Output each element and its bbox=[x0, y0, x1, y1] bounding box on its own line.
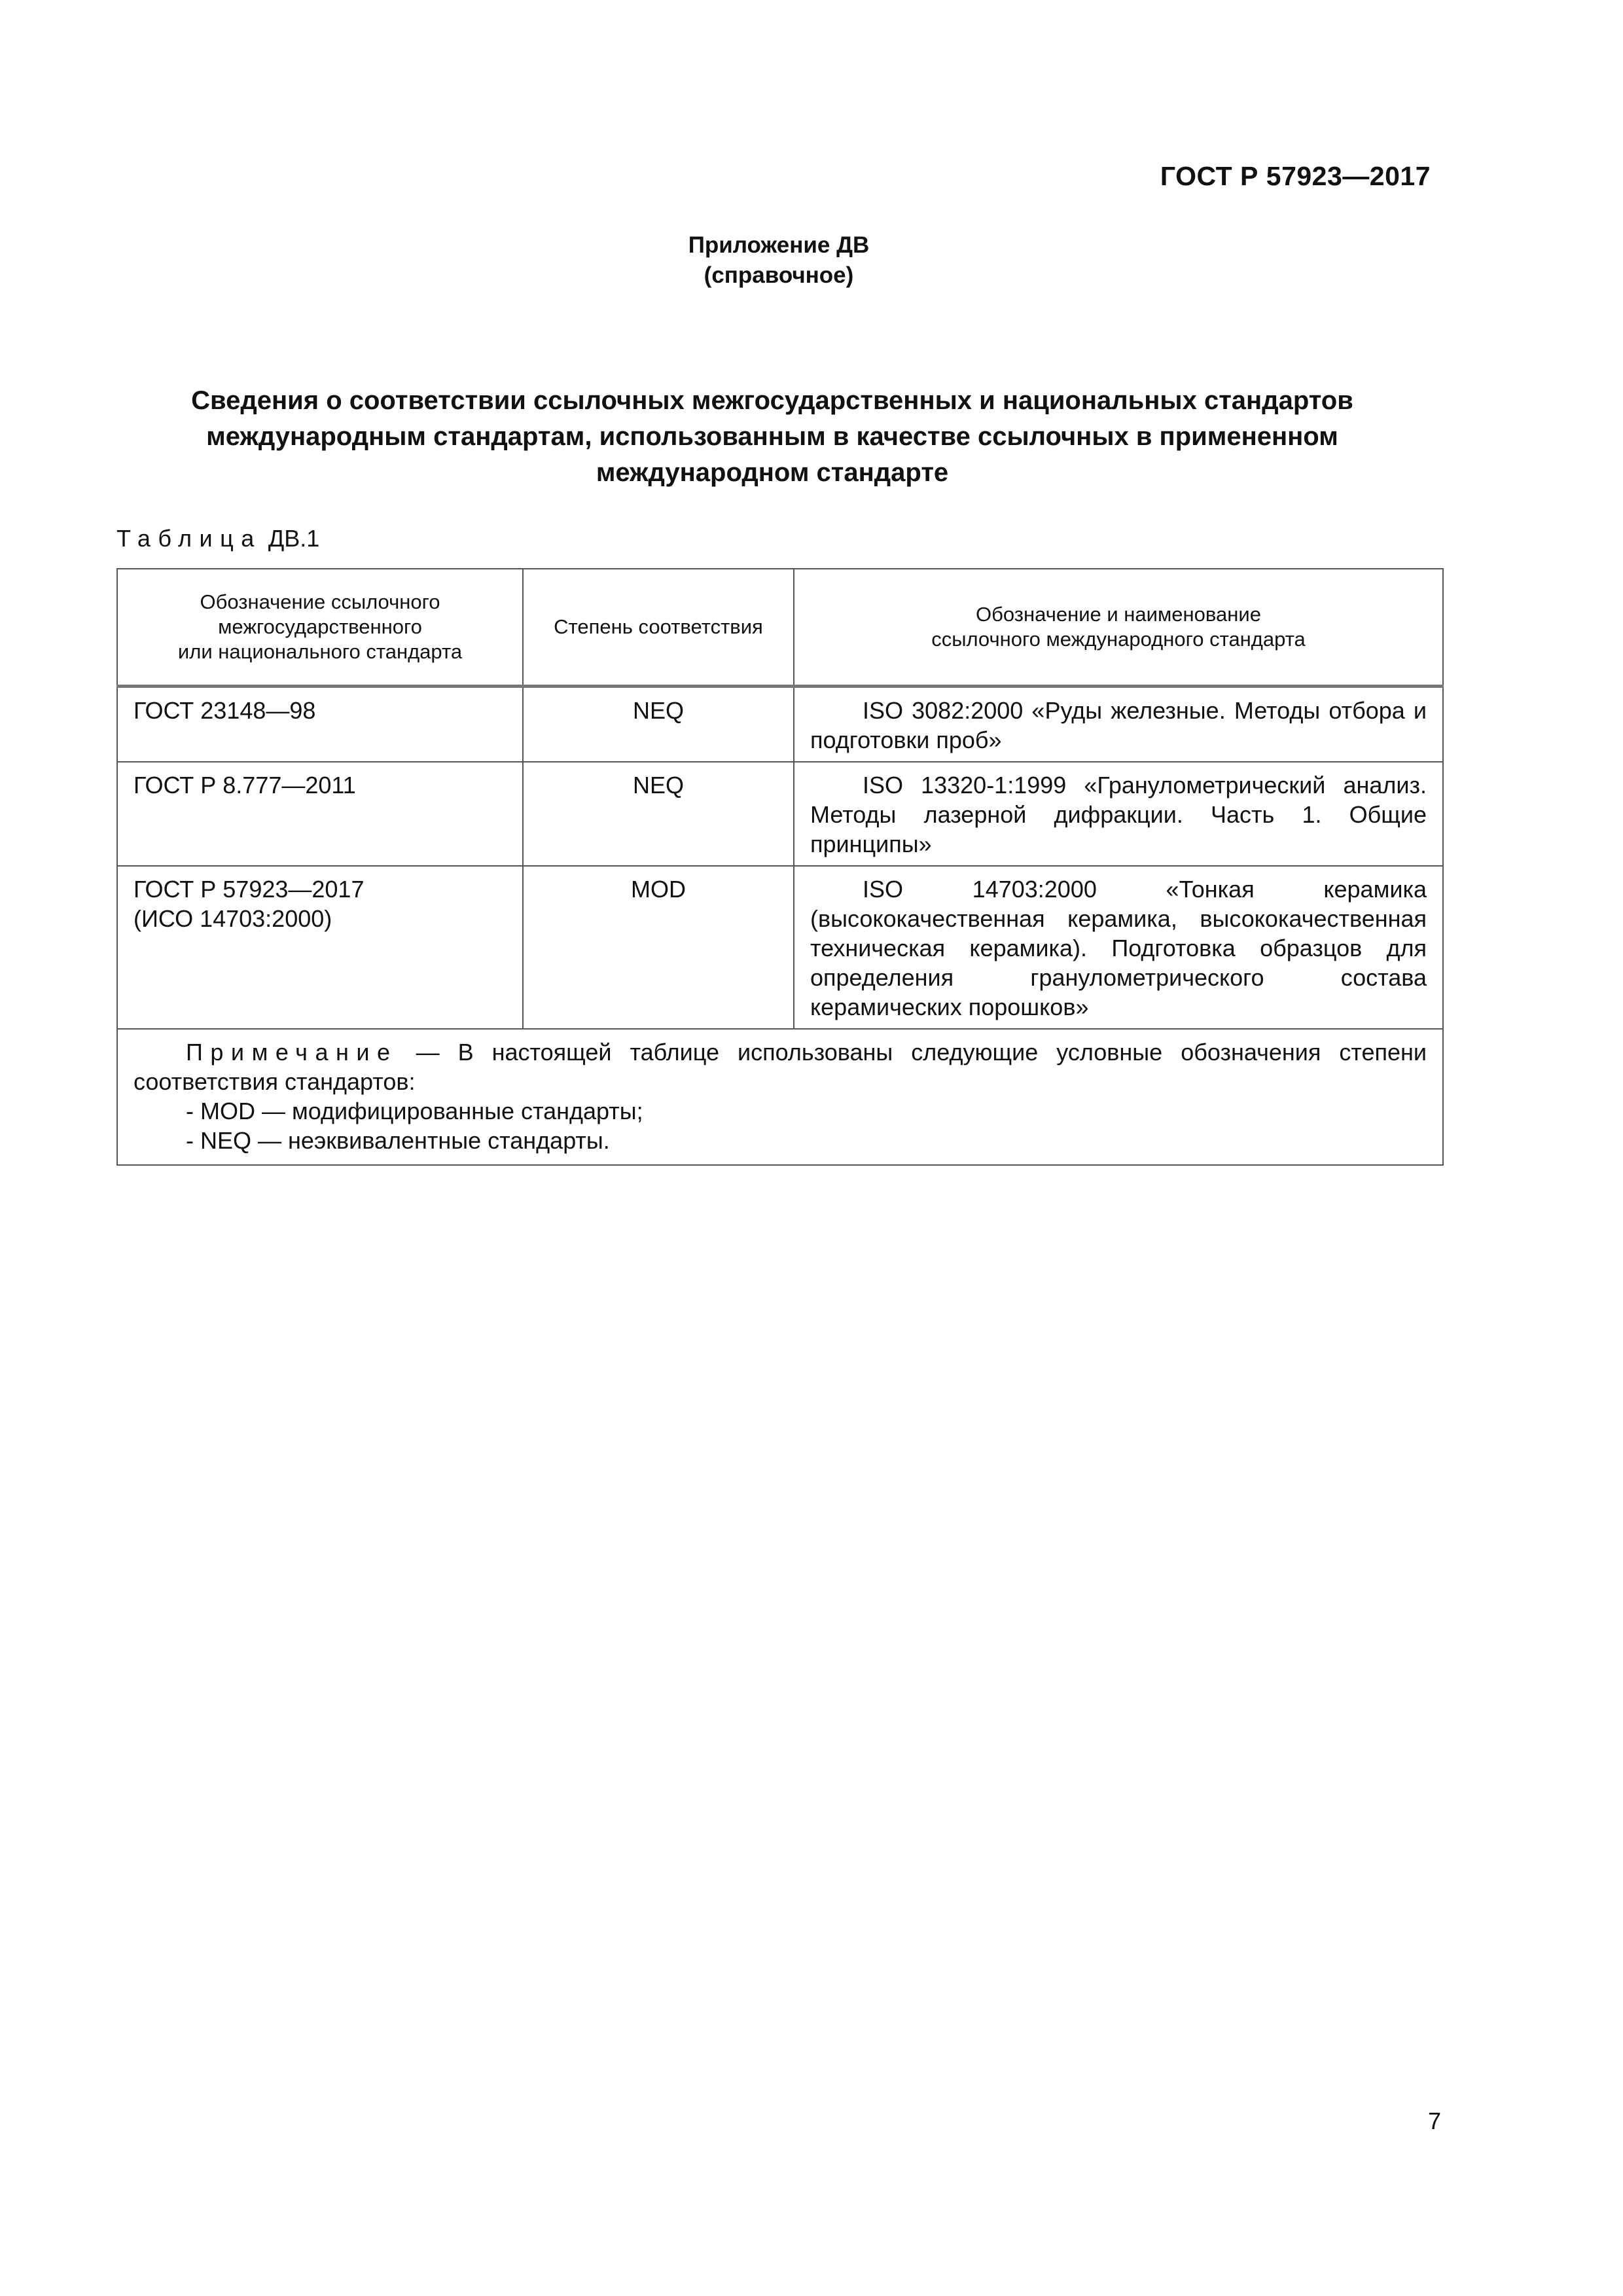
table-note-row bbox=[117, 1029, 1443, 1165]
table-header-row bbox=[117, 569, 1443, 687]
page-number: 7 bbox=[1427, 2108, 1441, 2134]
cell-designation: ГОСТ Р 8.777—2011 bbox=[117, 762, 523, 866]
note-text bbox=[134, 1037, 1427, 1096]
note-body: — В настоящей таблице использованы следующие условные обозначения степени соответствия стандартов: bbox=[134, 1039, 1427, 1095]
table-row bbox=[117, 866, 1443, 1029]
table-label-word: Таблица bbox=[116, 525, 262, 552]
table-label bbox=[116, 525, 319, 552]
appendix-heading bbox=[0, 230, 1558, 291]
appendix-title: Приложение ДВ bbox=[688, 232, 870, 258]
correspondence-table bbox=[116, 568, 1444, 1166]
section-title bbox=[118, 383, 1427, 491]
title-line: международным стандартам, использованным в качестве ссылочных в примененном bbox=[206, 422, 1338, 451]
cell-designation: ГОСТ 23148—98 bbox=[117, 687, 523, 762]
cell-designation: ГОСТ Р 57923—2017 (ИСО 14703:2000) bbox=[117, 866, 523, 1029]
note-item: - NEQ — неэквивалентные стандарты. bbox=[186, 1127, 610, 1154]
appendix-subtitle: (справочное) bbox=[704, 262, 854, 288]
title-line: международном стандарте bbox=[596, 458, 949, 487]
table-row bbox=[117, 687, 1443, 762]
cell-degree: NEQ bbox=[523, 762, 794, 866]
cell-intl-standard: ISO 13320-1:1999 «Гранулометрический анализ. Методы лазерной дифракции. Часть 1. Общие принципы» bbox=[794, 762, 1443, 866]
header-degree: Степень соответствия bbox=[523, 569, 794, 687]
note-label: Примечание bbox=[186, 1039, 398, 1066]
table-label-number: ДВ.1 bbox=[268, 525, 320, 552]
cell-degree: NEQ bbox=[523, 687, 794, 762]
document-id: ГОСТ Р 57923—2017 bbox=[1160, 161, 1431, 191]
table-row bbox=[117, 762, 1443, 866]
header-designation: Обозначение ссылочного межгосударственного или национального стандарта bbox=[117, 569, 523, 687]
title-line: Сведения о соответствии ссылочных межгосударственных и национальных стандартов bbox=[191, 386, 1353, 415]
header-intl-standard: Обозначение и наименование ссылочного международного стандарта bbox=[794, 569, 1443, 687]
note-item: - MOD — модифицированные стандарты; bbox=[186, 1098, 643, 1124]
cell-degree: MOD bbox=[523, 866, 794, 1029]
table-note bbox=[117, 1029, 1443, 1165]
cell-intl-standard: ISO 14703:2000 «Тонкая керамика (высококачественная керамика, высококачественная техническая керамика). Подготовка образцов для определения гранулометрического состава керамических порошков» bbox=[794, 866, 1443, 1029]
cell-intl-standard: ISO 3082:2000 «Руды железные. Методы отбора и подготовки проб» bbox=[794, 687, 1443, 762]
